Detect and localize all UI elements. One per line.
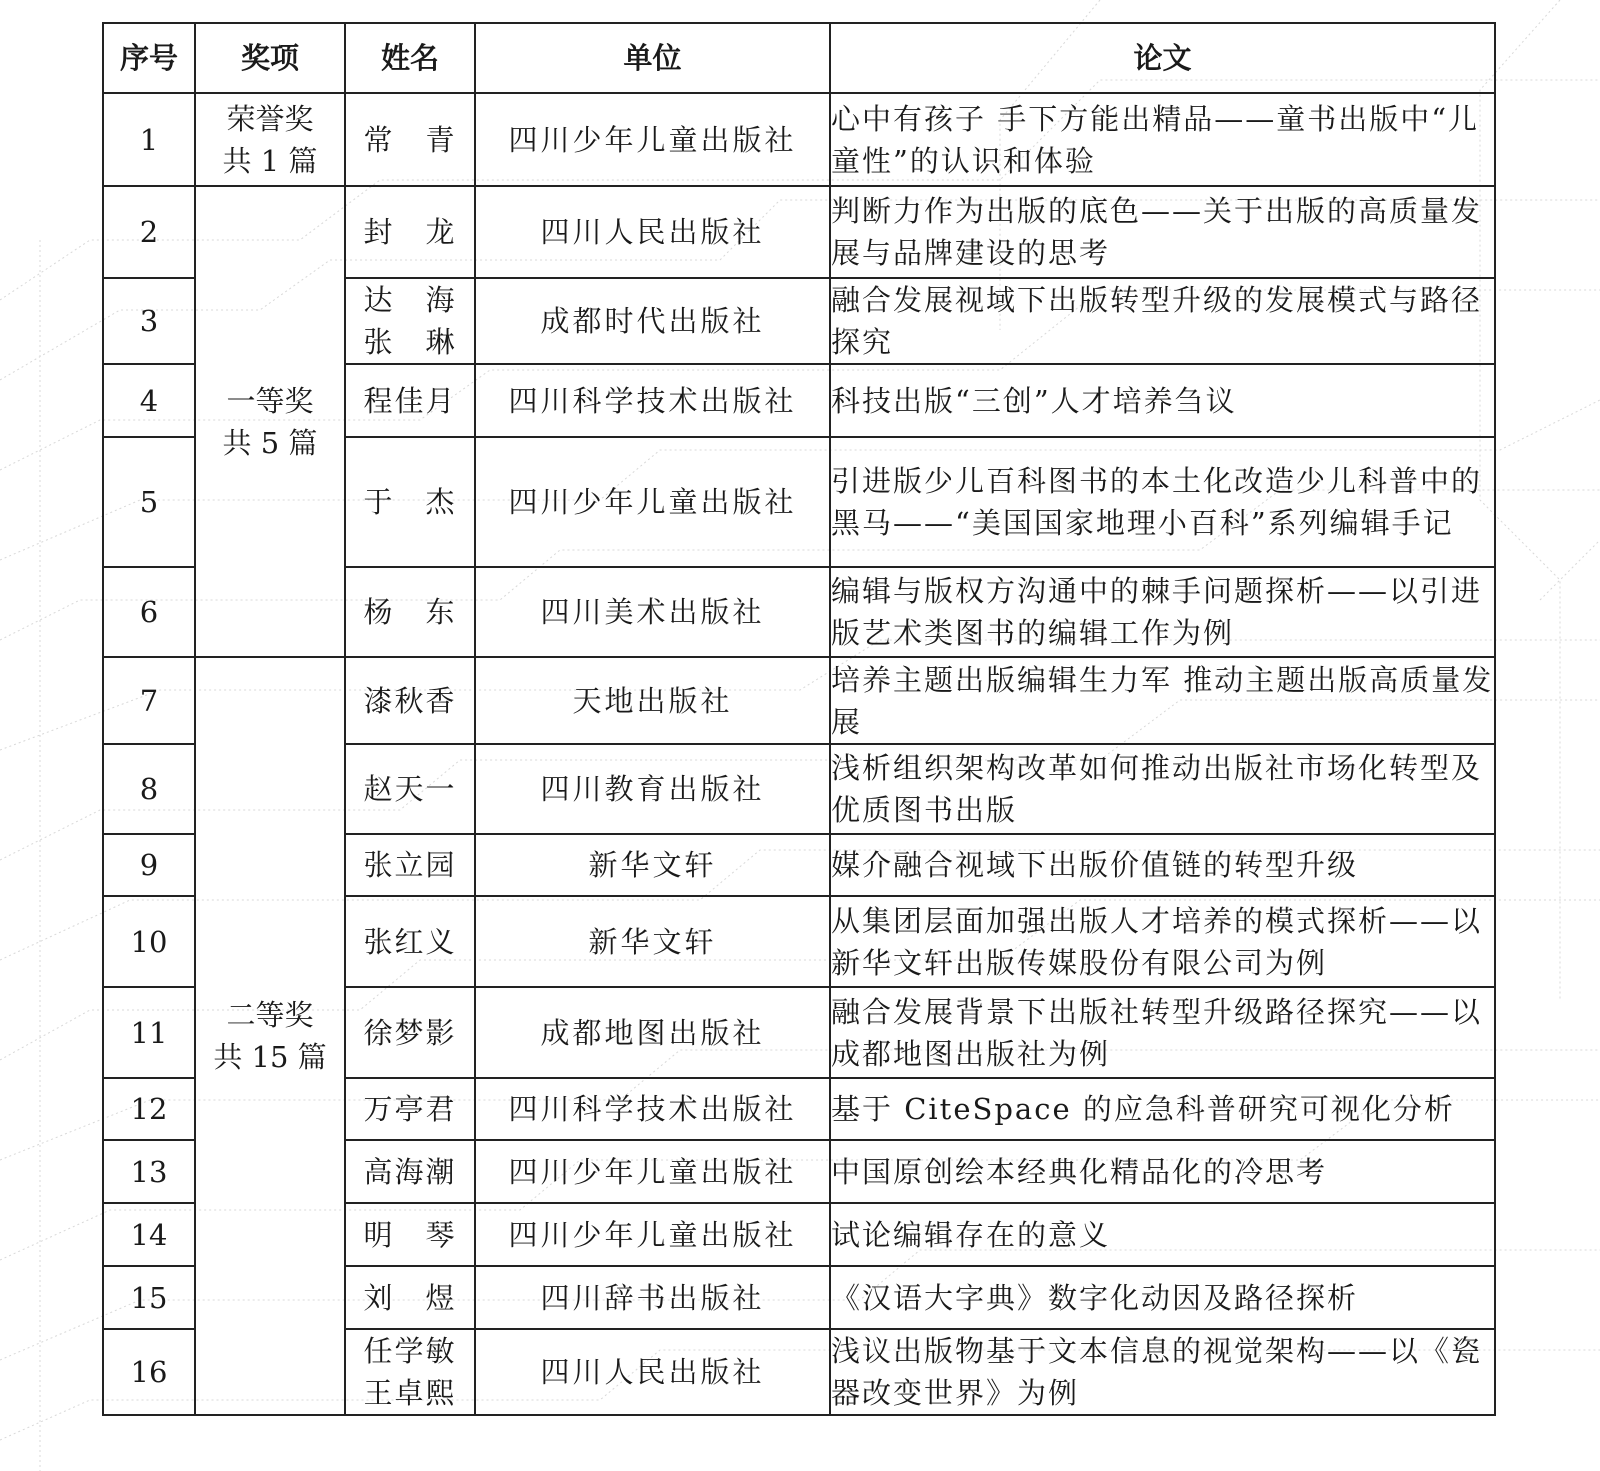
header-paper: 论文 [830,23,1495,93]
author-name [345,657,475,744]
header-award: 奖项 [195,23,345,93]
table-header-row [103,23,1495,93]
paper-title: 培养主题出版编辑生力军 推动主题出版高质量发展 [830,657,1495,744]
author-name [345,567,475,657]
award-second [195,657,345,1415]
unit-name: 天地出版社 [475,657,830,744]
unit-name: 四川科学技术出版社 [475,364,830,437]
author-name-line: 常 青 [363,122,457,157]
unit-name: 四川教育出版社 [475,744,830,834]
row-number: 16 [103,1329,195,1415]
award-first [195,186,345,657]
author-name [345,1140,475,1203]
award-count: 共 5 篇 [222,425,318,460]
award-count: 共 1 篇 [222,143,318,178]
unit-name: 四川美术出版社 [475,567,830,657]
paper-title: 融合发展背景下出版社转型升级路径探究——以成都地图出版社为例 [830,987,1495,1078]
unit-name: 四川人民出版社 [475,186,830,278]
unit-name: 四川少年儿童出版社 [475,1140,830,1203]
header-name: 姓名 [345,23,475,93]
row-number: 7 [103,657,195,744]
author-name-line: 封 龙 [363,215,457,249]
author-name-line: 明 琴 [363,1217,457,1252]
unit-name: 四川辞书出版社 [475,1266,830,1329]
author-name-line: 刘 煜 [363,1280,457,1315]
row-number: 11 [103,987,195,1078]
author-name [345,987,475,1078]
unit-name: 四川人民出版社 [475,1329,830,1415]
unit-name: 成都地图出版社 [475,987,830,1078]
author-name [345,364,475,437]
row-number: 9 [103,834,195,896]
author-name-line: 杨 东 [363,595,457,629]
paper-title: 基于 CiteSpace 的应急科普研究可视化分析 [830,1078,1495,1140]
awards-table [102,22,1496,1416]
paper-title: 从集团层面加强出版人才培养的模式探析——以新华文轩出版传媒股份有限公司为例 [830,896,1495,987]
unit-name: 新华文轩 [475,896,830,987]
paper-title: 判断力作为出版的底色——关于出版的高质量发展与品牌建设的思考 [830,186,1495,278]
author-name [345,278,475,364]
author-name-line: 王卓熙 [363,1376,457,1410]
table-row [103,657,1495,744]
row-number: 1 [103,93,195,186]
paper-title: 中国原创绘本经典化精品化的冷思考 [830,1140,1495,1203]
row-number: 2 [103,186,195,278]
unit-name: 成都时代出版社 [475,278,830,364]
paper-title: 浅议出版物基于文本信息的视觉架构——以《瓷器改变世界》为例 [830,1329,1495,1415]
author-name-line: 任学敏 [363,1334,457,1368]
author-name-line: 达 海 [363,283,457,317]
author-name-line: 徐梦影 [363,1015,457,1050]
paper-title: 融合发展视域下出版转型升级的发展模式与路径探究 [830,278,1495,364]
award-label: 一等奖 [226,383,314,418]
unit-name: 四川少年儿童出版社 [475,437,830,567]
table-row [103,93,1495,186]
row-number: 5 [103,437,195,567]
author-name-line: 漆秋香 [363,683,457,718]
author-name-line: 张红义 [363,924,457,959]
author-name-line: 张立园 [363,848,457,882]
unit-name: 四川科学技术出版社 [475,1078,830,1140]
header-unit: 单位 [475,23,830,93]
table-row [103,186,1495,278]
row-number: 13 [103,1140,195,1203]
header-no: 序号 [103,23,195,93]
row-number: 12 [103,1078,195,1140]
author-name-line: 赵天一 [363,772,457,806]
paper-title: 试论编辑存在的意义 [830,1203,1495,1266]
author-name-line: 高海潮 [363,1154,457,1189]
author-name [345,1203,475,1266]
row-number: 6 [103,567,195,657]
award-label: 荣誉奖 [226,101,314,136]
paper-title: 编辑与版权方沟通中的棘手问题探析——以引进版艺术类图书的编辑工作为例 [830,567,1495,657]
paper-title: 浅析组织架构改革如何推动出版社市场化转型及优质图书出版 [830,744,1495,834]
author-name-line: 万亭君 [363,1092,457,1126]
author-name [345,834,475,896]
author-name [345,186,475,278]
author-name [345,1266,475,1329]
row-number: 14 [103,1203,195,1266]
row-number: 3 [103,278,195,364]
author-name [345,744,475,834]
award-label: 二等奖 [226,998,314,1032]
paper-title: 引进版少儿百科图书的本土化改造少儿科普中的黑马——“美国国家地理小百科”系列编辑手记 [830,437,1495,567]
author-name-line: 张 琳 [363,325,457,359]
paper-title: 心中有孩子 手下方能出精品——童书出版中“儿童性”的认识和体验 [830,93,1495,186]
paper-title: 媒介融合视域下出版价值链的转型升级 [830,834,1495,896]
row-number: 4 [103,364,195,437]
author-name [345,1329,475,1415]
author-name [345,93,475,186]
author-name [345,896,475,987]
award-count: 共 15 篇 [213,1040,327,1074]
row-number: 8 [103,744,195,834]
unit-name: 四川少年儿童出版社 [475,93,830,186]
row-number: 10 [103,896,195,987]
author-name [345,1078,475,1140]
author-name-line: 程佳月 [363,383,457,418]
unit-name: 新华文轩 [475,834,830,896]
author-name [345,437,475,567]
row-number: 15 [103,1266,195,1329]
unit-name: 四川少年儿童出版社 [475,1203,830,1266]
paper-title: 《汉语大字典》数字化动因及路径探析 [830,1266,1495,1329]
author-name-line: 于 杰 [363,485,457,519]
paper-title: 科技出版“三创”人才培养刍议 [830,364,1495,437]
award-honor [195,93,345,186]
